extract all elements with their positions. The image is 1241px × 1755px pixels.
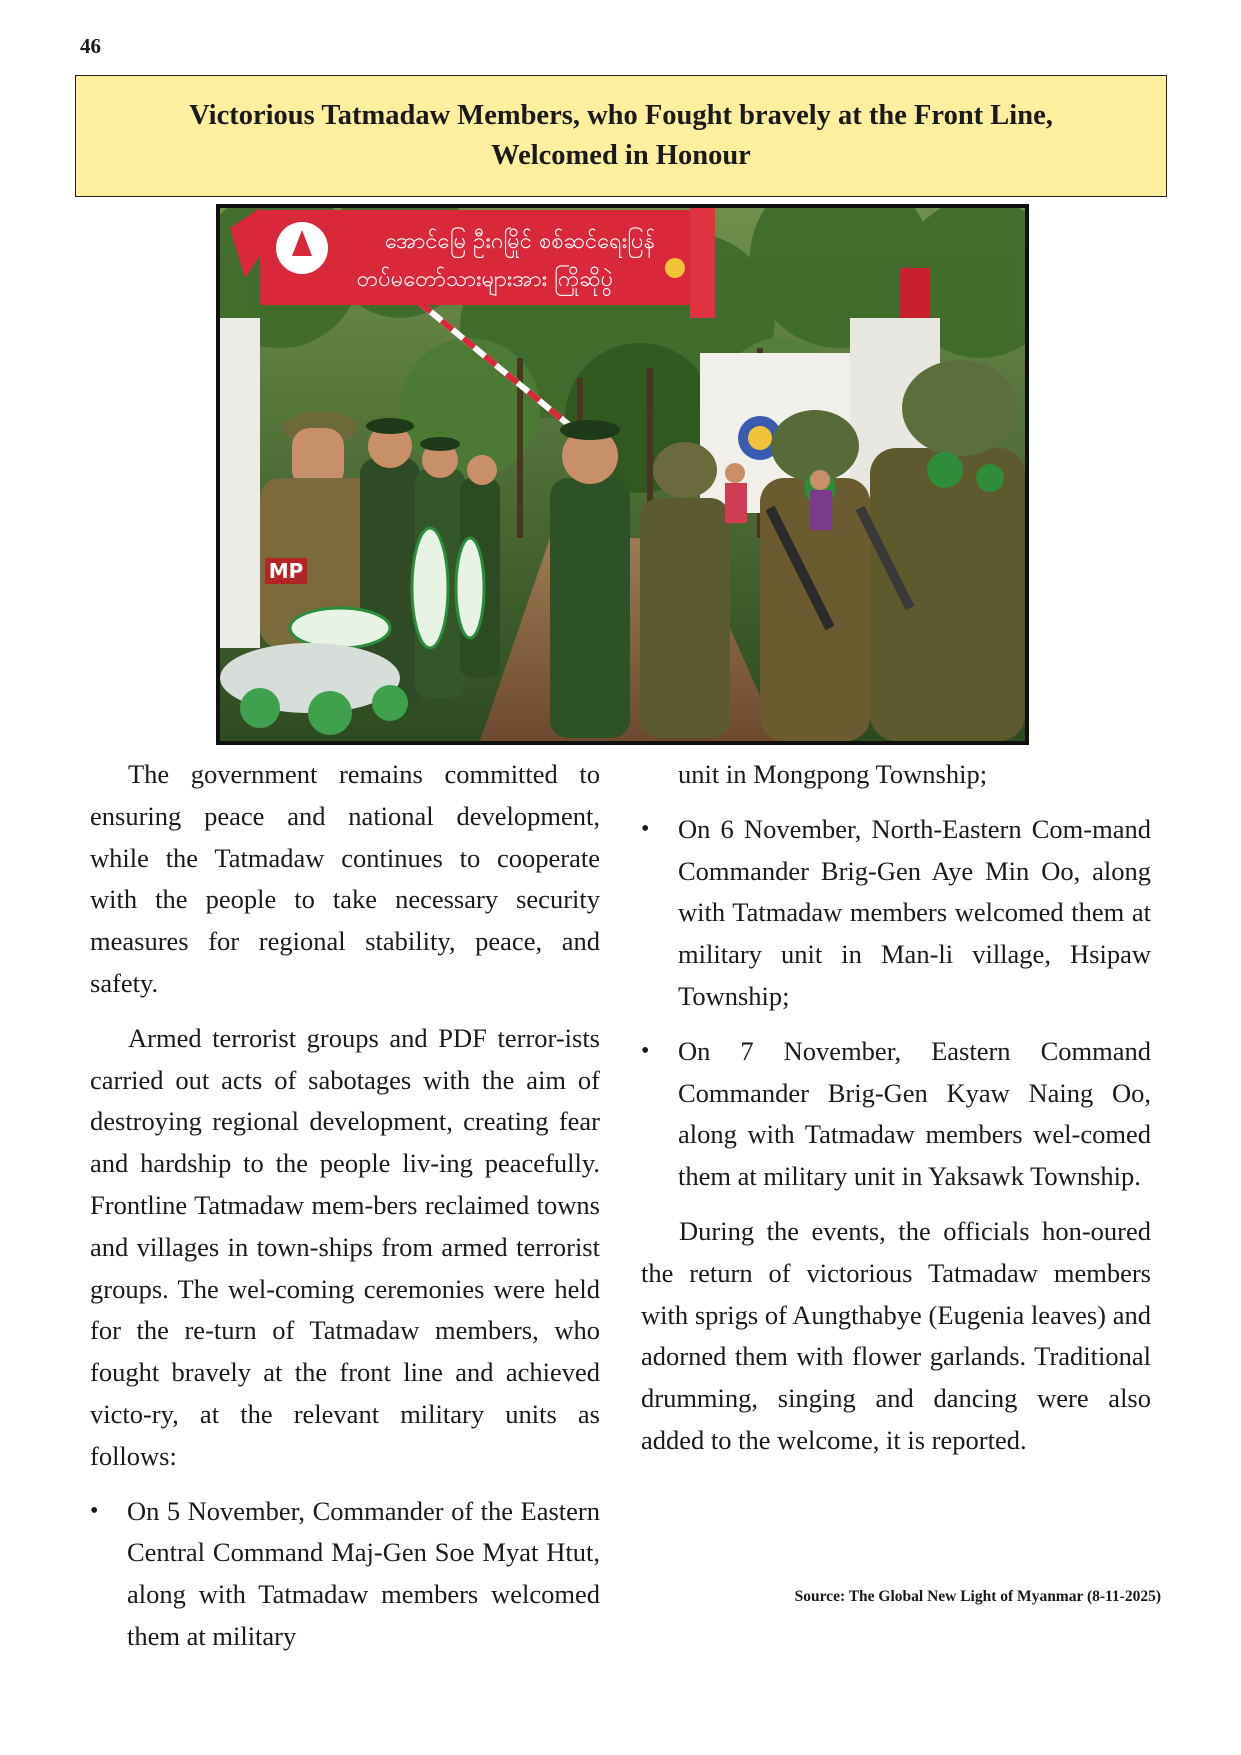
gate-pillar-left bbox=[220, 318, 260, 648]
paragraph-intro: The government remains committed to ensuring peace and national development, while the Tatmadaw continues to cooperate with the people to take necessary security measures for regional stability, peace, and safety. bbox=[90, 759, 600, 998]
bullet-text: On 6 November, North-Eastern Com-mand Commander Brig-Gen Aye Min Oo, along with Tatmadaw members welcomed them at military unit in Man-li village, Hsipaw Township; bbox=[678, 813, 1151, 1011]
bullet-continuation: unit in Mongpong Township; bbox=[678, 759, 988, 789]
bullet-icon: • bbox=[641, 815, 650, 842]
title-line-2: Welcomed in Honour bbox=[491, 140, 751, 171]
list-item bbox=[641, 1031, 1151, 1198]
list-item bbox=[641, 809, 1151, 1018]
banner-text-line-2: တပ်မတော်သားများအား ကြိုဆိုပွဲ bbox=[356, 267, 614, 292]
right-column bbox=[641, 754, 1151, 1475]
title-line-1: Victorious Tatmadaw Members, who Fought bravely at the Front Line, bbox=[189, 100, 1053, 131]
paragraph-closing: During the events, the officials hon-oured the return of victorious Tatmadaw members with sprigs of Aungthabye (Eugenia leaves) and adorned them with flower garlands. Traditional drumming, singing and dancing were also added to the welcome, it is reported. bbox=[641, 1215, 1151, 1455]
left-column bbox=[90, 754, 600, 1671]
bullet-icon: • bbox=[641, 1037, 650, 1064]
banner-text-line-1: အောင်မြေ ဦးဂမြိုင် စစ်ဆင်ရေးပြန် bbox=[385, 229, 655, 254]
page-number: 46 bbox=[80, 34, 101, 58]
mp-armband: MP bbox=[268, 559, 304, 583]
source-credit: Source: The Global New Light of Myanmar (8-11-2025) bbox=[794, 1588, 1161, 1605]
bullet-text: On 7 November, Eastern Command Commander Brig-Gen Kyaw Naing Oo, along with Tatmadaw members wel-comed them at military unit in Yaksawk Township. bbox=[678, 1035, 1151, 1192]
news-photo bbox=[216, 204, 1029, 745]
article-title bbox=[75, 75, 1167, 197]
bullet-icon: • bbox=[90, 1497, 99, 1524]
list-item bbox=[90, 1491, 600, 1658]
welcome-ceremony-photo bbox=[220, 208, 1025, 741]
bullet-text: On 5 November, Commander of the Eastern Central Command Maj-Gen Soe Myat Htut, along with Tatmadaw members welcomed them at military bbox=[127, 1495, 600, 1651]
paragraph-context: Armed terrorist groups and PDF terror-ists carried out acts of sabotages with the aim of destroying regional development, creating fear and hardship to the people liv-ing peacefully. Frontline Tatmadaw mem-bers reclaimed towns and villages in town-ships from armed terrorist groups. The wel-coming ceremonies were held for the re-turn of Tatmadaw members, who fought bravely at the front line and achieved victo-ry, at the relevant military units as follows: bbox=[90, 1022, 600, 1471]
